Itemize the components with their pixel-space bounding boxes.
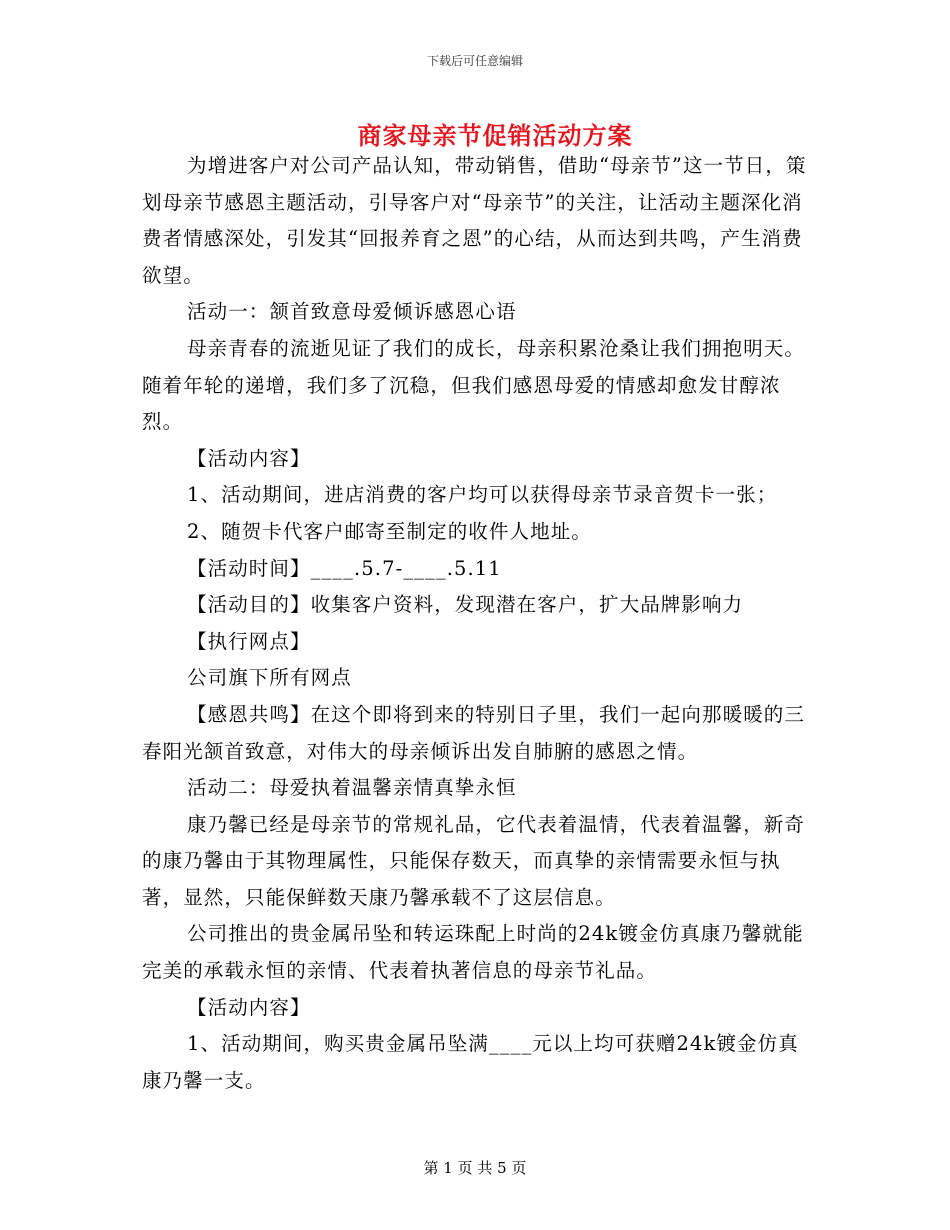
activity-one-content-item-2: 2、随贺卡代客户邮寄至制定的收件人地址。 [187,519,592,543]
activity-one-heading: 活动一：颔首致意母爱倾诉感恩心语 [187,300,517,324]
activity-two-heading: 活动二：母爱执着温馨亲情真挚永恒 [187,776,517,800]
page-header: 下载后可任意编辑 [426,54,523,68]
activity-one-content-item-1: 1、活动期间，进店消费的客户均可以获得母亲节录音贺卡一张； [187,483,778,507]
activity-two-content-item-1: 1、活动期间，购买贵金属吊坠满____元以上均可获赠24k镀金仿真康乃馨一支。 [142,1032,799,1092]
activity-one-time: 【活动时间】____.5.7-____.5.11 [187,556,502,580]
activity-one-gratitude: 【感恩共鸣】在这个即将到来的特别日子里，我们一起向那暖暖的三春阳光颔首致意，对伟大的母亲倾诉出发自肺腑的感恩之情。 [142,702,806,763]
document-body [142,148,812,1099]
activity-one-purpose: 【活动目的】收集客户资料，发现潜在客户，扩大品牌影响力 [187,593,744,617]
document-title: 商家母亲节促销活动方案 [357,121,633,150]
activity-two-content-label: 【活动内容】 [187,995,311,1019]
activity-one-description: 母亲青春的流逝见证了我们的成长，母亲积累沧桑让我们拥抱明天。随着年轮的递增，我们多了沉稳，但我们感恩母爱的情感却愈发甘醇浓烈。 [142,336,806,434]
page-footer: 第 1 页 共 5 页 [423,1159,527,1177]
activity-two-description: 康乃馨已经是母亲节的常规礼品，它代表着温情，代表着温馨，新奇的康乃馨由于其物理属性，只能保存数天，而真挚的亲情需要永恒与执著，显然，只能保鲜数天康乃馨承载不了这层信息。 [142,812,806,909]
activity-one-content-label: 【活动内容】 [187,446,311,470]
activity-two-product: 公司推出的贵金属吊坠和转运珠配上时尚的24k镀金仿真康乃馨就能完美的承载永恒的亲情、代表着执著信息的母亲节礼品。 [142,922,804,983]
activity-one-outlets: 公司旗下所有网点 [187,666,352,690]
intro-paragraph: 为增进客户对公司产品认知，带动销售，借助“母亲节”这一节日，策划母亲节感恩主题活动，引导客户对“母亲节”的关注，让活动主题深化消费者情感深处，引发其“回报养育之恩”的心结，从而达到共鸣，产生消费欲望。 [142,154,807,287]
activity-one-outlets-label: 【执行网点】 [187,629,311,653]
